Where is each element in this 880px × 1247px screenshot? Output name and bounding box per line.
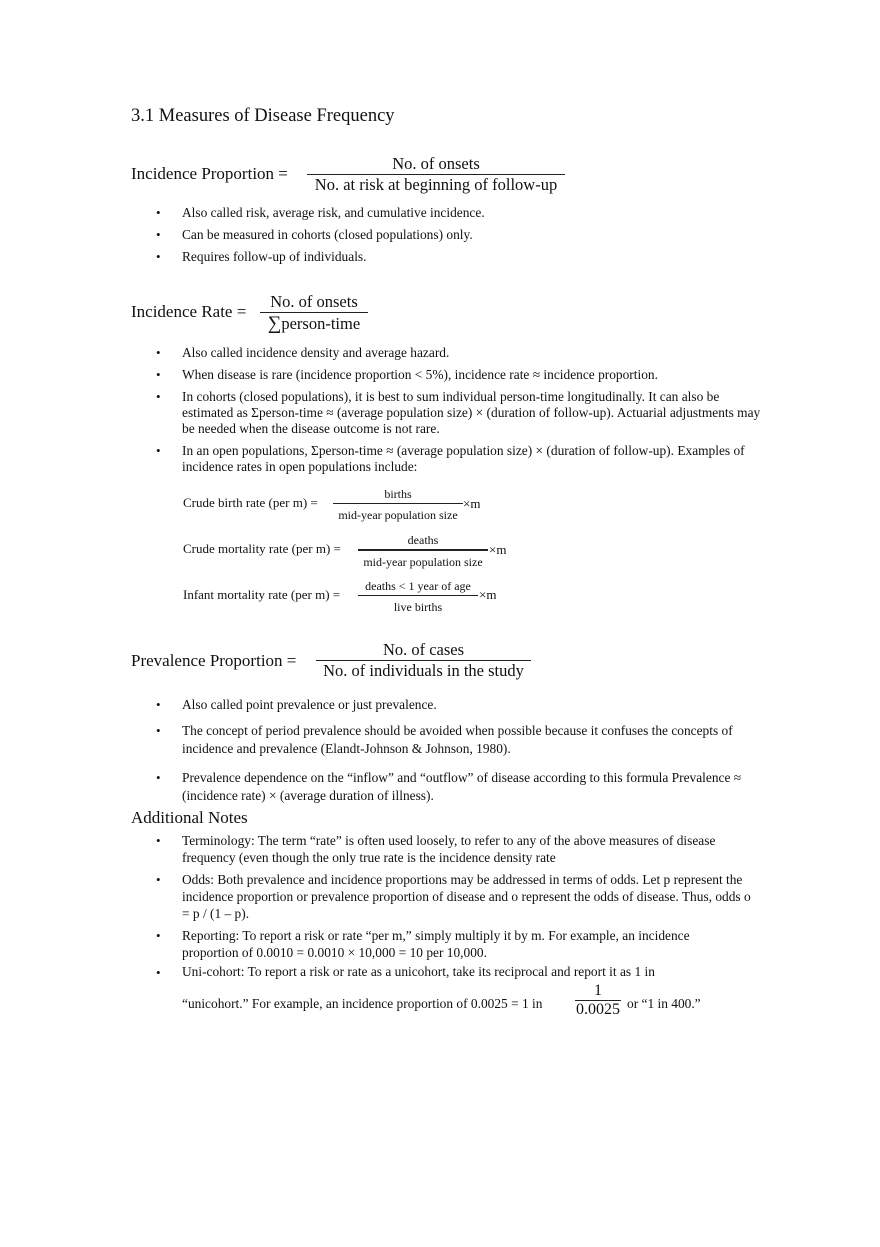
list-item: • In an open populations, Σperson-time ≈ (average population size) × (duration of follow-up). Examples of incidence rates in open populations include:: [156, 443, 745, 474]
crude-mortality-rate-label: Crude mortality rate (per m) =: [183, 541, 341, 556]
infant-mortality-rate-label: Infant mortality rate (per m) =: [183, 587, 341, 602]
bullet-symbol: •: [156, 367, 161, 382]
additional-notes-bullets: [0, 832, 762, 966]
crude-birth-rate-fraction: births mid-year population size: [333, 487, 463, 523]
bullet-symbol: •: [156, 872, 161, 887]
fraction-numerator: No. of cases: [382, 640, 465, 659]
bullet-symbol: •: [156, 227, 161, 242]
incidence-rate-bullets: [0, 345, 762, 475]
list-item: • Requires follow-up of individuals.: [156, 249, 367, 264]
prevalence-proportion-label: Prevalence Proportion =: [131, 651, 297, 670]
bullet-symbol: •: [156, 723, 161, 738]
fraction-denominator: No. at risk at beginning of follow-up: [314, 175, 558, 194]
list-item: • Can be measured in cohorts (closed populations) only.: [156, 227, 473, 242]
crude-mortality-rate-fraction: deaths mid-year population size: [358, 533, 488, 570]
list-item: • Also called risk, average risk, and cumulative incidence.: [156, 205, 485, 220]
additional-notes-heading: Additional Notes: [131, 808, 248, 827]
list-item: • When disease is rare (incidence proportion < 5%), incidence rate ≈ incidence proportion.: [156, 367, 658, 382]
infant-mortality-rate-fraction: deaths < 1 year of age live births: [358, 579, 478, 615]
fraction-denominator: No. of individuals in the study: [323, 661, 524, 680]
section-title: 3.1 Measures of Disease Frequency: [131, 106, 395, 126]
unicohort-fraction: [575, 982, 621, 1019]
fraction-denominator: 0.0025: [576, 1001, 620, 1018]
list-item: • The concept of period prevalence should be avoided when possible because it confuses the concepts of incidence and prevalence (Elandt-Johnson & Johnson, 1980).: [156, 723, 733, 756]
fraction-denominator: ∑person-time: [267, 313, 361, 334]
unicohort-line-2: “unicohort.” For example, an incidence proportion of 0.0025 = 1 in: [182, 996, 543, 1011]
bullet-symbol: •: [156, 965, 161, 980]
incidence-proportion-label: Incidence Proportion =: [131, 164, 288, 183]
bullet-symbol: •: [156, 389, 161, 404]
bullet-symbol: •: [156, 928, 161, 943]
incidence-proportion-bullets: [0, 205, 762, 265]
list-item: • Also called point prevalence or just prevalence.: [156, 697, 437, 712]
fraction-numerator: 1: [594, 982, 602, 999]
multiplier: ×m: [489, 542, 507, 557]
incidence-proportion-fraction: [307, 154, 565, 195]
list-item: • Reporting: To report a risk or rate “per m,” simply multiply it by m. For example, an incidence proportion of 0.0010 = 0.0010 × 10,000 = 10 per 10,000.: [156, 928, 690, 960]
bullet-symbol: •: [156, 697, 161, 712]
fraction-numerator: No. of onsets: [270, 292, 358, 311]
prevalence-proportion-bullets: [0, 697, 762, 805]
prevalence-proportion-fraction: [316, 640, 531, 681]
bullet-symbol: •: [156, 345, 161, 360]
bullet-symbol: •: [156, 443, 161, 458]
list-item: • Prevalence dependence on the “inflow” and “outflow” of disease according to this formula Prevalence ≈ (incidence rate) × (average duration of illness).: [156, 770, 742, 803]
crude-birth-rate-label: Crude birth rate (per m) =: [183, 495, 318, 510]
bullet-symbol: •: [156, 205, 161, 220]
bullet-symbol: •: [156, 249, 161, 264]
bullet-symbol: •: [156, 770, 161, 785]
multiplier: ×m: [463, 496, 481, 511]
incidence-rate-fraction: [260, 292, 368, 335]
bullet-symbol: •: [156, 833, 161, 848]
list-item: • Terminology: The term “rate” is often used loosely, to refer to any of the above measures of disease frequency (even though the only true rate is the incidence density rate: [156, 833, 716, 865]
list-item: • Also called incidence density and average hazard.: [156, 345, 450, 360]
sigma-symbol: ∑: [267, 313, 282, 334]
unicohort-line-2-end: or “1 in 400.”: [627, 996, 701, 1011]
incidence-rate-label: Incidence Rate =: [131, 302, 247, 321]
unicohort-line-1: Uni-cohort: To report a risk or rate as a unicohort, take its reciprocal and report it as 1 in: [182, 964, 655, 979]
fraction-numerator: No. of onsets: [392, 154, 480, 173]
multiplier: ×m: [479, 587, 497, 602]
list-item: • Odds: Both prevalence and incidence proportions may be addressed in terms of odds. Let p represent the incidence proportion or prevalence proportion of disease and o represent the odds of disease. Thus, odds o = p / (1 – p).: [156, 872, 751, 921]
list-item: • In cohorts (closed populations), it is best to sum individual person-time longitudinally. It can also be estimated as Σperson-time ≈ (average population size) × (duration of follow-up). Actuarial adjustments may be needed when the disease outcome is not rare.: [156, 389, 761, 436]
